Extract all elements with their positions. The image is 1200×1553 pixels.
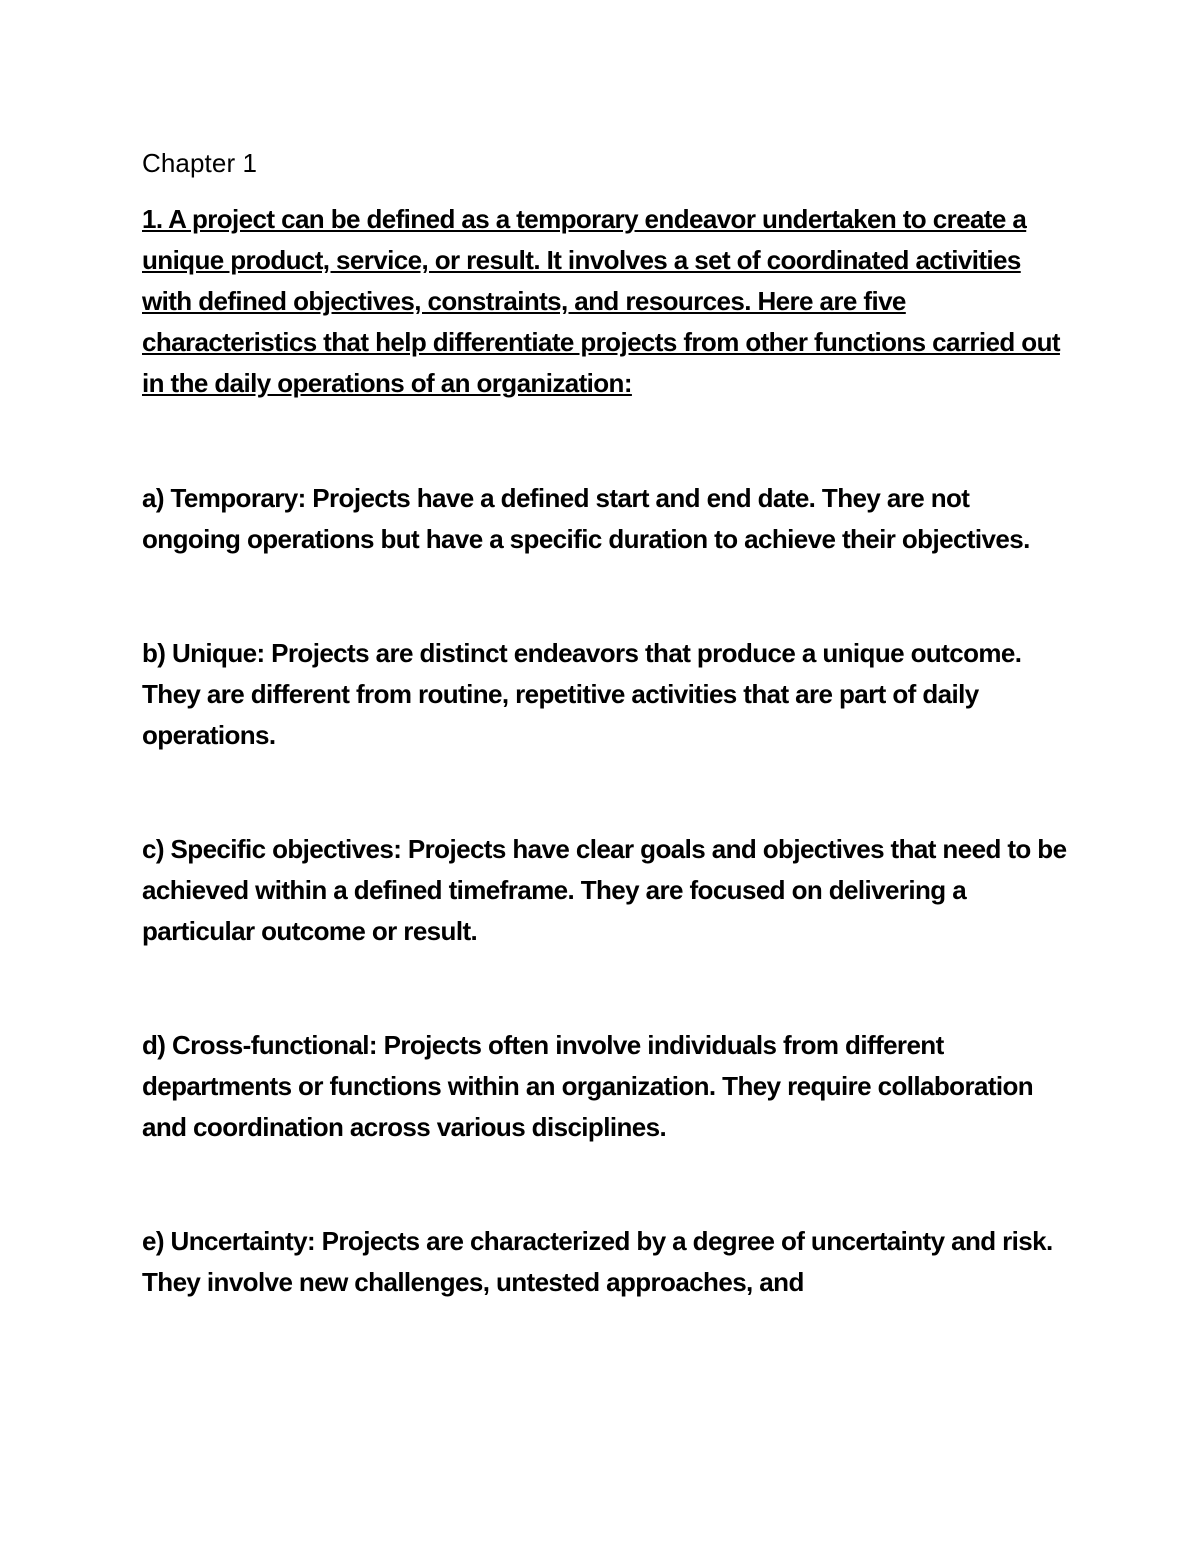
characteristic-temporary: a) Temporary: Projects have a defined start and end date. They are not ongoing operations but have a specific duration to achieve their objectives. [142, 483, 1030, 554]
characteristic-specific-objectives: c) Specific objectives: Projects have clear goals and objectives that need to be achieved within a defined timeframe. They are focused on delivering a particular outcome or result. [142, 834, 1067, 946]
document-body [142, 143, 1072, 1303]
intro-paragraph: 1. A project can be defined as a temporary endeavor undertaken to create a unique product, service, or result. It involves a set of coordinated activities with defined objectives, constraints, and resources. Here are five characteristics that help differentiate projects from other functions carried out in the daily operations of an organization: [142, 204, 1060, 398]
chapter-heading: Chapter 1 [142, 148, 258, 178]
characteristic-unique: b) Unique: Projects are distinct endeavors that produce a unique outcome. They are different from routine, repetitive activities that are part of daily operations. [142, 638, 1022, 750]
characteristic-uncertainty: e) Uncertainty: Projects are characterized by a degree of uncertainty and risk. They involve new challenges, untested approaches, and [142, 1226, 1053, 1297]
characteristic-cross-functional: d) Cross-functional: Projects often involve individuals from different departments or functions within an organization. They require collaboration and coordination across various disciplines. [142, 1030, 1034, 1142]
